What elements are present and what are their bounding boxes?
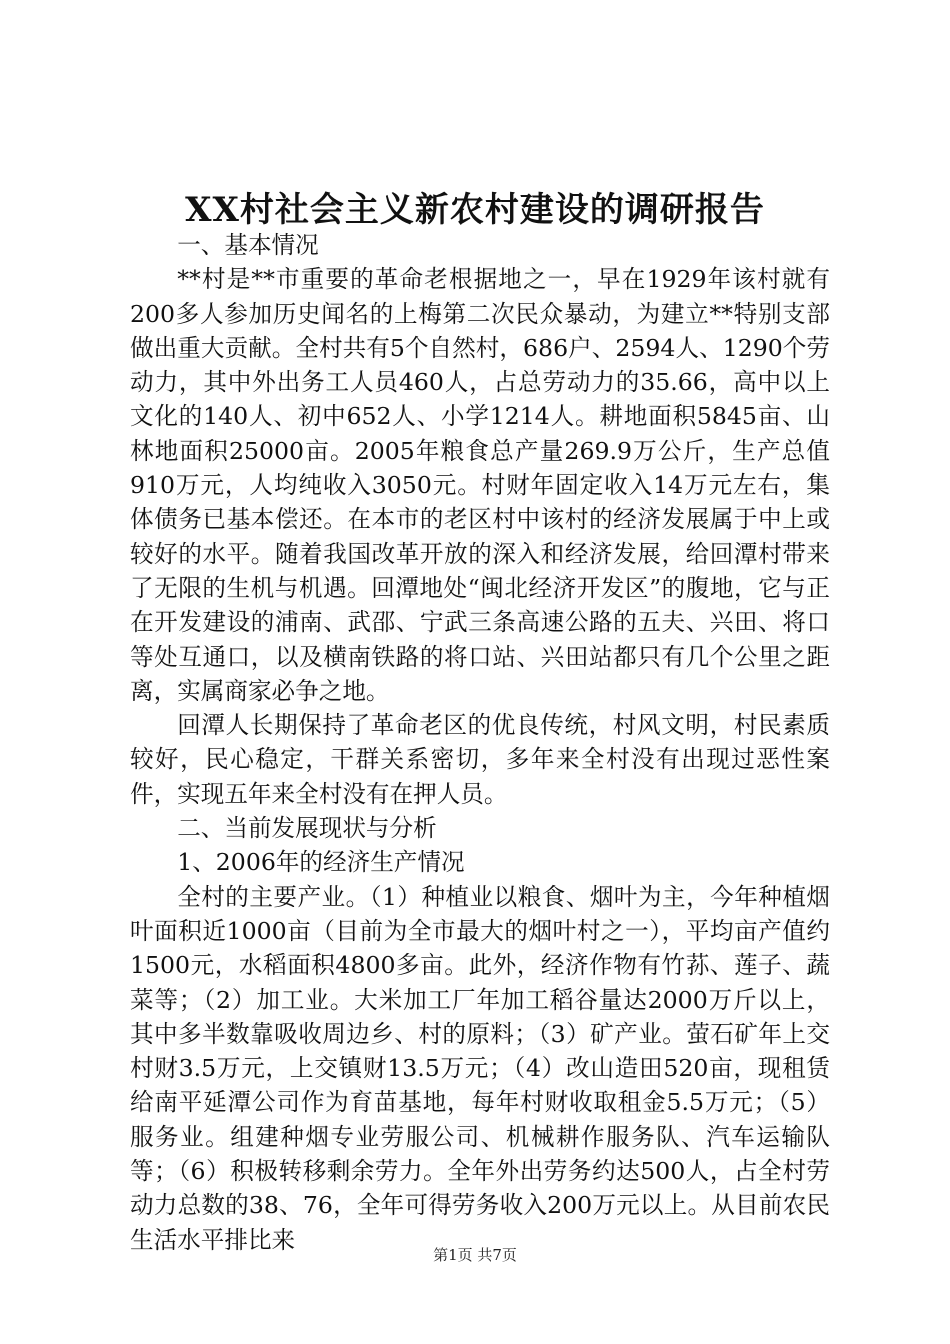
- paragraph: 回潭人长期保持了革命老区的优良传统，村风文明，村民素质较好，民心稳定，干群关系密切，多年来全村没有出现过恶性案件，实现五年来全村没有在押人员。: [130, 711, 830, 808]
- paragraph: **村是**市重要的革命老根据地之一，早在1929年该村就有200多人参加历史闻名的上梅第二次民众暴动，为建立**特别支部做出重大贡献。全村共有5个自然村，686户、2594人、1290个劳动力，其中外出务工人员460人，占总劳动力的35.66，高中以上文化的140人、初中652人、小学1214人。耕地面积5845亩、山林地面积25000亩。2005年粮食总产量269.9万公斤，生产总值910万元，人均纯收入3050元。村财年固定收入14万元左右，集体债务已基本偿还。在本市的老区村中该村的经济发展属于中上或较好的水平。随着我国改革开放的深入和经济发展，给回潭村带来了无限的生机与机遇。回潭地处“闽北经济开发区”的腹地，它与正在开发建设的浦南、武邵、宁武三条高速公路的五夫、兴田、将口等处互通口，以及横南铁路的将口站、兴田站都只有几个公里之距离，实属商家必争之地。: [130, 265, 830, 705]
- section-heading-basic-info: 一、基本情况: [177, 231, 319, 259]
- document-body: [130, 228, 830, 1257]
- subsection-heading-2006-production: 1、2006年的经济生产情况: [177, 848, 465, 877]
- document-title: XX村社会主义新农村建设的调研报告: [185, 190, 765, 230]
- page-footer: 第1页 共7页: [433, 1246, 517, 1264]
- section-heading-current-status: 二、当前发展现状与分析: [177, 814, 437, 843]
- paragraph: 全村的主要产业。（1）种植业以粮食、烟叶为主，今年种植烟叶面积近1000亩（目前为全市最大的烟叶村之一），平均亩产值约1500元，水稻面积4800多亩。此外，经济作物有竹荪、莲子、蔬菜等；（2）加工业。大米加工厂年加工稻谷量达2000万斤以上，其中多半数靠吸收周边乡、村的原料；（3）矿产业。萤石矿年上交村财3.5万元，上交镇财13.5万元；（4）改山造田520亩，现租赁给南平延潭公司作为育苗基地，每年村财收取租金5.5万元；（5）服务业。组建种烟专业劳服公司、机械耕作服务队、汽车运输队等；（6）积极转移剩余劳力。全年外出劳务约达500人，占全村劳动力总数的38、76，全年可得劳务收入200万元以上。从目前农民生活水平排比来: [130, 882, 830, 1254]
